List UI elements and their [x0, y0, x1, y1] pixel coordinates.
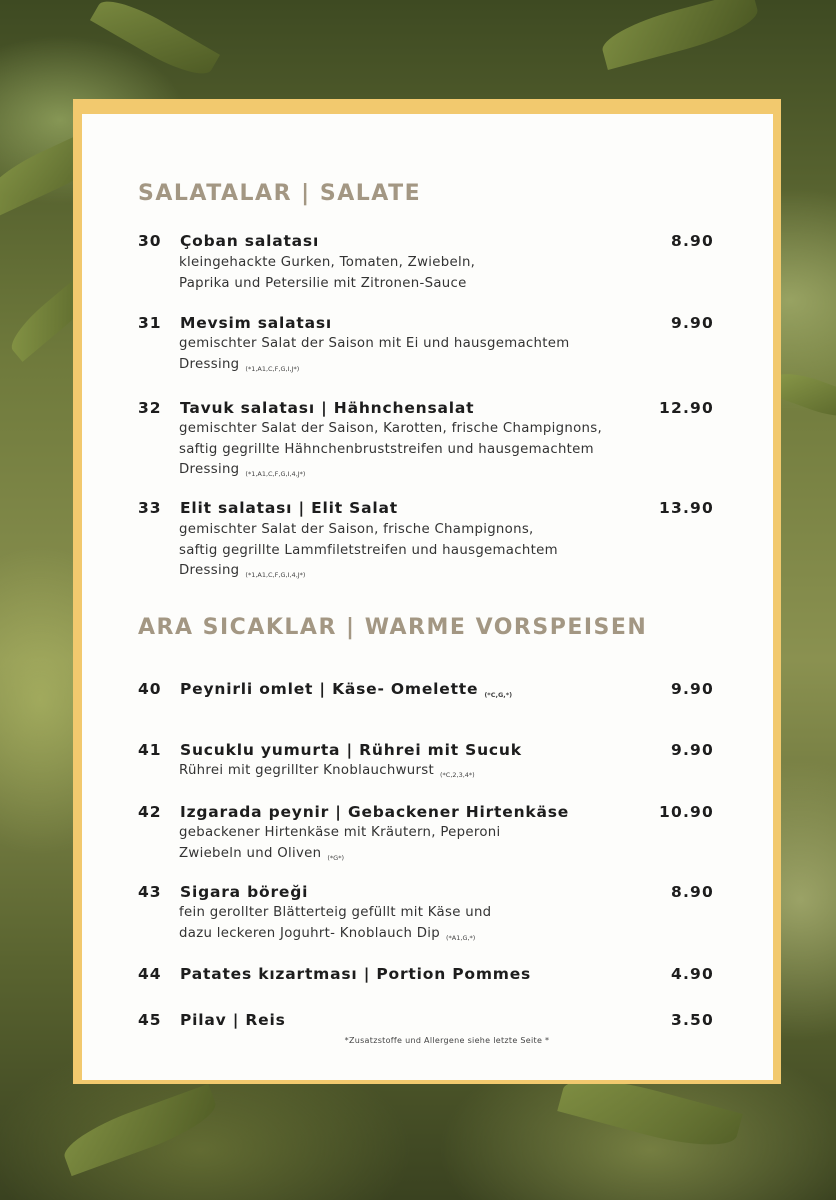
allergen-codes: (*A1,G,*) [446, 933, 476, 942]
menu-item-name [180, 1011, 286, 1029]
description-line [179, 823, 501, 844]
menu-item-name [180, 399, 474, 417]
allergen-codes: (*G*) [327, 853, 344, 862]
allergen-codes: (*C,2,3,4*) [440, 771, 475, 779]
description-text: Dressing [179, 356, 240, 372]
menu-item-price: 10.90 [658, 803, 714, 821]
description-text: gemischter Salat der Saison, Karotten, frische Champignons, [179, 421, 603, 436]
description-text: kleingehackte Gurken, Tomaten, Zwiebeln, [179, 255, 476, 270]
footer-text: *Zusatzstoffe und Allergene siehe letzte Seite * [344, 1036, 550, 1045]
description-line [179, 355, 569, 380]
menu-item-name-text: Sucuklu yumurta | Rührei mit Sucuk [180, 741, 522, 759]
menu-item-name [180, 883, 308, 901]
menu-item-name [180, 314, 332, 332]
menu-item-number: 43 [138, 883, 162, 901]
menu-item-number: 44 [138, 965, 162, 983]
description-text: gemischter Salat der Saison mit Ei und hausgemachtem [179, 336, 570, 351]
description-text: saftig gegrillte Lammfiletstreifen und hausgemachtem [179, 542, 558, 558]
description-line [179, 334, 569, 355]
description-line [179, 419, 602, 440]
description-line [179, 460, 602, 485]
menu-item-price: 9.90 [670, 741, 714, 759]
menu-item-name [180, 741, 522, 759]
allergen-codes: (*1,A1,C,F,G,I,J*) [245, 364, 300, 373]
menu-item-number: 33 [138, 499, 162, 517]
menu-item-name [180, 680, 512, 699]
description-line [179, 274, 475, 295]
menu-item-number: 31 [138, 314, 162, 332]
description-text: dazu leckeren Joguhrt- Knoblauch Dip [179, 925, 441, 941]
menu-item-description [179, 520, 558, 586]
menu-item-description [179, 823, 501, 868]
description-line [179, 903, 491, 924]
menu-item-number: 30 [138, 232, 162, 250]
description-text: Paprika und Petersilie mit Zitronen-Sauce [179, 275, 467, 291]
menu-item-description [179, 419, 602, 485]
allergen-codes: (*1,A1,C,F,G,I,4,J*) [245, 571, 306, 579]
description-text: Zwiebeln und Oliven [179, 845, 322, 861]
allergen-codes: (*C,G,*) [484, 691, 513, 699]
menu-item-number: 40 [138, 680, 162, 698]
menu-item-price: 8.90 [670, 232, 714, 250]
description-line [179, 844, 501, 869]
menu-item-description [179, 253, 475, 294]
menu-item-name-text: Elit salatası | Elit Salat [180, 499, 398, 517]
menu-item-description [179, 761, 475, 786]
allergen-codes: (*1,A1,C,F,G,I,4,J*) [245, 470, 306, 478]
menu-item-description [179, 334, 569, 379]
menu-item-price: 9.90 [670, 680, 714, 698]
background-leaf [598, 0, 763, 70]
menu-item-description [179, 903, 491, 948]
description-text: Dressing [179, 462, 240, 477]
section-title-warm-starters: ARA SICAKLAR | WARME VORSPEISEN [138, 615, 648, 640]
menu-item-name [180, 803, 569, 821]
menu-item-number: 45 [138, 1011, 162, 1029]
menu-item-name-text: Izgarada peynir | Gebackener Hirtenkäse [180, 803, 570, 821]
description-line [179, 440, 602, 461]
menu-item-price: 9.90 [670, 314, 714, 332]
menu-item-price: 3.50 [670, 1011, 714, 1029]
menu-item-name-text: Sigara böreği [180, 883, 309, 901]
description-line [179, 924, 491, 949]
description-line [179, 761, 475, 786]
description-line [179, 561, 558, 586]
menu-item-name [180, 232, 319, 250]
menu-item-name [180, 499, 398, 517]
description-text: Rührei mit gegrillter Knoblauchwurst [179, 763, 434, 778]
description-text: saftig gegrillte Hähnchenbruststreifen und hausgemachtem [179, 441, 594, 457]
menu-item-number: 32 [138, 399, 162, 417]
menu-item-name-text: Patates kızartması | Portion Pommes [180, 965, 532, 983]
menu-item-name-text: Tavuk salatası | Hähnchensalat [180, 399, 475, 417]
menu-item-name-text: Pilav | Reis [180, 1011, 286, 1029]
description-text: fein gerollter Blätterteig gefüllt mit Käse und [179, 905, 492, 920]
description-text: Dressing [179, 563, 240, 578]
description-text: gebackener Hirtenkäse mit Kräutern, Peperoni [179, 825, 501, 840]
menu-item-price: 8.90 [670, 883, 714, 901]
menu-item-name-text: Mevsim salatası [180, 314, 332, 332]
section-title-salads: SALATALAR | SALATE [138, 181, 422, 206]
menu-item-price: 13.90 [658, 499, 714, 517]
background-leaf [90, 0, 220, 85]
description-line [179, 520, 558, 541]
allergen-footnote [0, 1036, 836, 1045]
menu-item-number: 42 [138, 803, 162, 821]
description-text: gemischter Salat der Saison, frische Champignons, [179, 522, 534, 537]
description-line [179, 253, 475, 274]
menu-item-price: 12.90 [658, 399, 714, 417]
description-line [179, 541, 558, 562]
menu-item-name-text: Çoban salatası [180, 232, 320, 250]
menu-item-number: 41 [138, 741, 162, 759]
background-leaf [58, 1084, 222, 1176]
menu-item-name [180, 965, 531, 983]
menu-item-name-text: Peynirli omlet | Käse- Omelette [180, 680, 479, 698]
menu-item-price: 4.90 [670, 965, 714, 983]
